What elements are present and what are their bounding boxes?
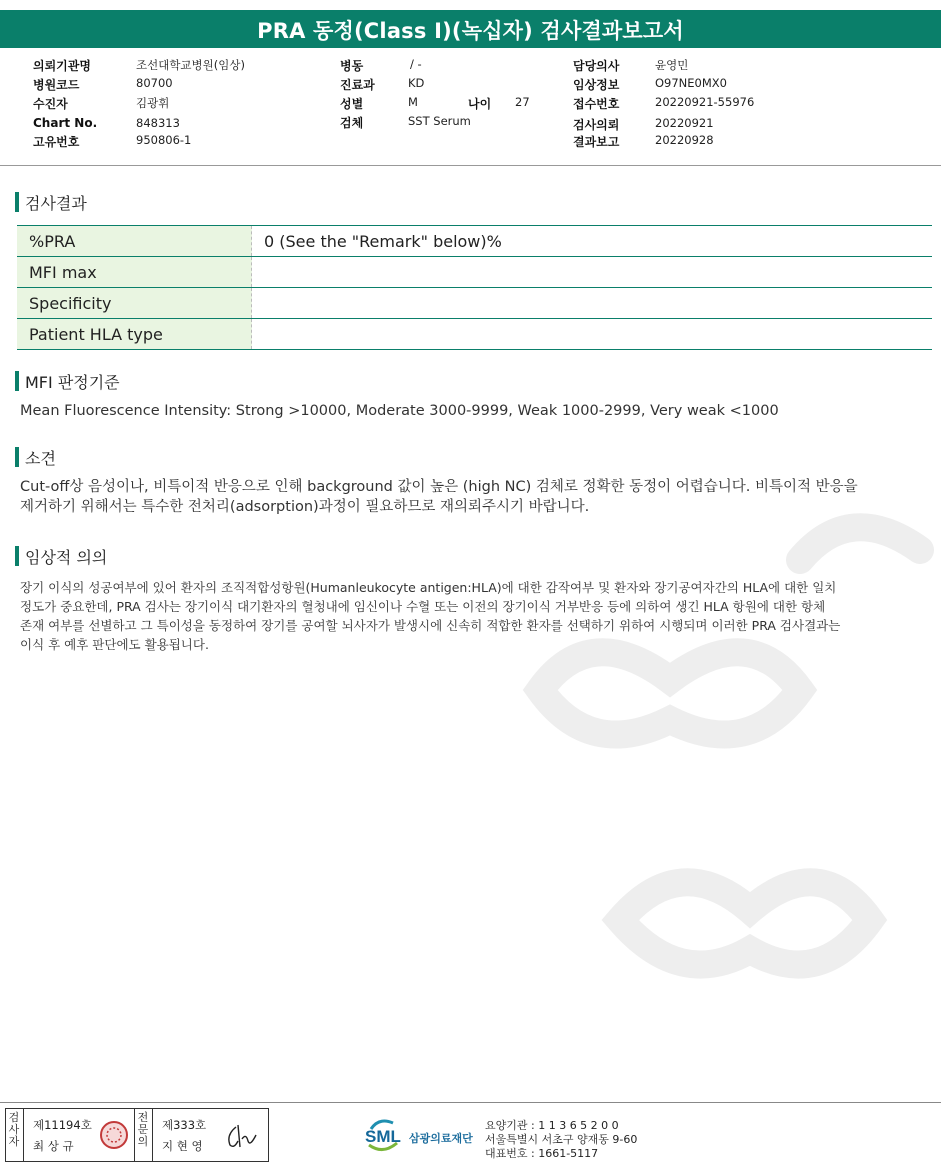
info-value: KD xyxy=(408,76,425,90)
examiner-label: 검사자 xyxy=(8,1111,20,1148)
info-label: 검사의뢰 xyxy=(573,118,620,132)
logo-text: SML xyxy=(365,1127,401,1146)
row-label: MFI max xyxy=(17,257,252,288)
address-line: 대표번호 : 1661-5117 xyxy=(485,1147,599,1160)
divider xyxy=(152,1109,153,1161)
divider xyxy=(134,1109,135,1161)
row-label: Specificity xyxy=(17,288,252,319)
row-value: 0 (See the "Remark" below)% xyxy=(252,226,933,257)
info-label: 결과보고 xyxy=(573,135,620,149)
heading-bar xyxy=(15,546,19,566)
table-row xyxy=(17,226,932,257)
info-value: 조선대학교병원(임상) xyxy=(136,58,245,72)
heading-text: 소견 xyxy=(25,449,56,468)
row-value xyxy=(252,257,933,288)
info-value: 848313 xyxy=(136,116,180,130)
seal-stamp-icon xyxy=(99,1120,129,1150)
row-value xyxy=(252,288,933,319)
opinion-line: 제거하기 위해서는 특수한 전처리(adsorption)과정이 필요하므로 재의뢰주시기 바랍니다. xyxy=(20,499,590,515)
info-value: 윤영민 xyxy=(655,58,689,72)
patient-info-block xyxy=(0,57,941,162)
heading-text: 임상적 의의 xyxy=(25,548,108,567)
reviewer-label: 전문의 xyxy=(137,1111,149,1148)
age-value: 27 xyxy=(515,95,530,109)
info-value: 20220921-55976 xyxy=(655,95,755,109)
info-label: 수진자 xyxy=(33,97,68,111)
clinical-line: 장기 이식의 성공여부에 있어 환자의 조직적합성항원(Humanleukocyte antigen:HLA)에 대한 감작여부 및 환자와 장기공여자간의 HLA에 대한 일치 xyxy=(20,580,837,595)
row-label: Patient HLA type xyxy=(17,319,252,350)
info-label: 진료과 xyxy=(340,78,375,92)
divider xyxy=(23,1109,24,1161)
heading-bar xyxy=(15,371,19,391)
info-label: Chart No. xyxy=(33,116,98,130)
clinical-line: 정도가 중요한데, PRA 검사는 장기이식 대기환자의 혈청내에 임신이나 수혈 또는 이전의 장기이식 거부반응 등에 의하여 생긴 HLA 항원에 대한 항체 xyxy=(20,599,826,614)
info-label: 담당의사 xyxy=(573,59,620,73)
mfi-criteria-text: Mean Fluorescence Intensity: Strong >10000, Moderate 3000-9999, Weak 1000-2999, Very weak <1000 xyxy=(20,403,779,419)
info-label: 접수번호 xyxy=(573,97,620,111)
heading-bar xyxy=(15,192,19,212)
table-row xyxy=(17,288,932,319)
info-value: 80700 xyxy=(136,76,173,90)
heading-bar xyxy=(15,447,19,467)
address-line: 요양기관 : 1 1 3 6 5 2 0 0 xyxy=(485,1119,619,1132)
info-value: 20220928 xyxy=(655,133,714,147)
info-label: 의뢰기관명 xyxy=(33,59,91,73)
clinical-line: 존재 여부를 선별하고 그 특이성을 동정하여 장기를 공여할 뇌사자가 발생시에 신속히 적합한 환자를 선택하기 위하여 시행되며 이러한 PRA 검사결과는 xyxy=(20,618,841,633)
footer-divider xyxy=(0,1102,941,1103)
table-row xyxy=(17,319,932,350)
info-value: 20220921 xyxy=(655,116,714,130)
age-label: 나이 xyxy=(468,97,492,111)
info-value: / - xyxy=(410,57,422,71)
sml-logo-icon xyxy=(365,1115,485,1155)
heading-text: MFI 판정기준 xyxy=(25,373,120,392)
info-value: O97NE0MX0 xyxy=(655,76,727,90)
reviewer-name: 지 현 영 xyxy=(162,1139,203,1153)
section-heading-mfi xyxy=(15,370,120,393)
examiner-name: 최 상 규 xyxy=(33,1139,74,1153)
clinical-line: 이식 후 예후 판단에도 활용됩니다. xyxy=(20,637,209,652)
row-label: %PRA xyxy=(17,226,252,257)
signature-box xyxy=(5,1108,269,1162)
row-value xyxy=(252,319,933,350)
info-label: 성별 xyxy=(340,97,364,111)
examiner-license: 제11194호 xyxy=(33,1118,92,1132)
opinion-line: Cut-off상 음성이나, 비특이적 반응으로 인해 background 값이 높은 (high NC) 검체로 정확한 동정이 어렵습니다. 비특이적 반응을 xyxy=(20,479,858,495)
table-row xyxy=(17,257,932,288)
report-title-bar xyxy=(0,10,941,48)
info-label: 병동 xyxy=(340,59,364,73)
info-value: 김광휘 xyxy=(136,96,170,110)
info-value: SST Serum xyxy=(408,114,471,128)
info-label: 고유번호 xyxy=(33,135,80,149)
signature-icon xyxy=(224,1121,260,1151)
results-table xyxy=(17,225,932,350)
reviewer-license: 제333호 xyxy=(162,1118,207,1132)
org-name: 삼광의료재단 xyxy=(409,1132,473,1145)
info-label: 임상정보 xyxy=(573,78,620,92)
divider xyxy=(0,165,941,166)
info-value: M xyxy=(408,95,418,109)
info-label: 검체 xyxy=(340,116,364,130)
address-line: 서울특별시 서초구 양재동 9-60 xyxy=(485,1133,638,1146)
heading-text: 검사결과 xyxy=(25,194,87,213)
section-heading-clinical xyxy=(15,545,107,568)
info-label: 병원코드 xyxy=(33,78,80,92)
info-value: 950806-1 xyxy=(136,133,192,147)
section-heading-results xyxy=(15,191,87,214)
report-title: PRA 동정(Class I)(녹십자) 검사결과보고서 xyxy=(257,19,684,43)
section-heading-opinion xyxy=(15,446,56,469)
